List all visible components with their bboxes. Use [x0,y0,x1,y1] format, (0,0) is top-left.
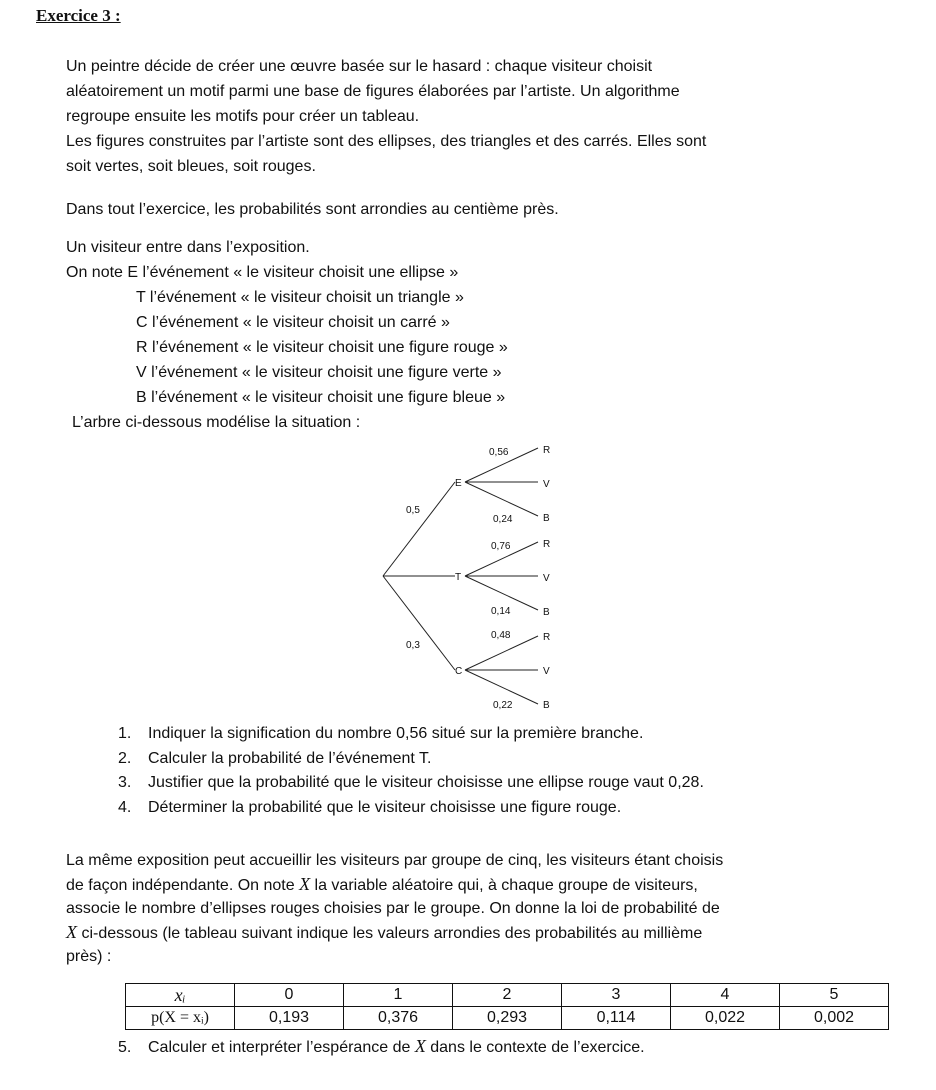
prob-cell: 0,022 [671,1007,780,1030]
branch-C-R [465,636,538,670]
variable-X: X [414,1036,426,1056]
header-xi: xᵢ [126,984,235,1007]
events-definitions [66,235,508,410]
prob-cell: 0,376 [344,1007,453,1030]
leaf-T-B: B [543,607,550,618]
para-line: La même exposition peut accueillir les visiteurs par groupe de cinq, les visiteurs étant choisis [66,852,724,869]
value-cell: 3 [562,984,671,1007]
question-number: 1. [118,725,132,742]
question-item [118,796,704,821]
prob-E: 0,5 [406,505,420,516]
table-row [126,1007,889,1030]
prob-cell: 0,193 [235,1007,344,1030]
branch-T-B [465,576,538,610]
event-line: B l’événement « le visiteur choisit une figure bleue » [136,389,506,406]
event-line: Un visiteur entre dans l’exposition. [66,239,310,256]
prob-C: 0,3 [406,640,420,651]
prob-C-B: 0,22 [493,700,513,711]
para-text: ci-dessous (le tableau suivant indique les valeurs arrondies des probabilités au millième [77,925,703,942]
para-line: associe le nombre d’ellipses rouges choisies par le groupe. On donne la loi de probabilité de [66,900,720,917]
table-row [126,984,889,1007]
prob-T-R: 0,76 [491,541,511,552]
leaf-E-R: R [543,445,551,456]
intro-line: regroupe ensuite les motifs pour créer un tableau. [66,108,420,125]
question-text: Justifier que la probabilité que le visiteur choisisse une ellipse rouge vaut 0,28. [148,774,704,791]
leaf-E-B: B [543,513,550,524]
event-line: On note E l’événement « le visiteur choisit une ellipse » [66,264,459,281]
prob-cell: 0,293 [453,1007,562,1030]
para-line [66,920,723,944]
node-T: T [455,572,462,583]
prob-T-B: 0,14 [491,606,511,617]
node-C: C [455,666,463,677]
branch-E-B [465,482,538,516]
header-prob: p(X = xᵢ) [126,1007,235,1030]
branch-root-E [383,482,455,576]
para-line [66,872,723,896]
intro-paragraph [66,54,706,179]
question-number: 4. [118,798,132,816]
question-text: Déterminer la probabilité que le visiteur choisisse une figure rouge. [148,798,622,816]
prob-cell: 0,114 [562,1007,671,1030]
question-item [118,722,704,747]
intro-line: soit vertes, soit bleues, soit rouges. [66,158,316,175]
leaf-C-B: B [543,700,550,711]
prob-E-B: 0,24 [493,514,513,525]
prob-E-R: 0,56 [489,447,509,458]
event-line: V l’événement « le visiteur choisit une figure verte » [136,364,502,381]
probability-law-table [125,983,889,1030]
node-E: E [455,478,462,489]
intro-line: Un peintre décide de créer une œuvre basée sur le hasard : chaque visiteur choisit [66,58,653,75]
tree-intro: L’arbre ci-dessous modélise la situation : [72,414,361,431]
question-number: 3. [118,774,132,791]
leaf-C-R: R [543,632,551,643]
question-text: Indiquer la signification du nombre 0,56 situé sur la première branche. [148,725,644,742]
question-number: 5. [118,1039,132,1056]
value-cell: 5 [780,984,889,1007]
questions-list [118,722,704,820]
value-cell: 0 [235,984,344,1007]
intro-line: Les figures construites par l’artiste sont des ellipses, des triangles et des carrés. Elles sont [66,133,707,150]
leaf-C-V: V [543,666,550,677]
probability-tree [375,438,575,720]
intro-line: aléatoirement un motif parmi une base de figures élaborées par l’artiste. Un algorithme [66,83,680,100]
variable-X: X [66,922,77,942]
variable-X: X [299,874,311,894]
value-cell: 4 [671,984,780,1007]
branch-root-C [383,576,455,670]
question-item [118,747,704,772]
leaf-E-V: V [543,479,550,490]
prob-C-R: 0,48 [491,630,511,641]
para-text: de façon indépendante. On note [66,877,300,894]
question-text: Calculer la probabilité de l’événement T. [148,749,432,767]
event-line: C l’événement « le visiteur choisit un carré » [136,314,450,331]
exercise-title: Exercice 3 : [36,6,121,25]
leaf-T-V: V [543,573,550,584]
value-cell: 1 [344,984,453,1007]
rounding-note: Dans tout l’exercice, les probabilités sont arrondies au centième près. [66,201,559,218]
question-number: 2. [118,749,132,767]
group-paragraph [66,848,723,968]
leaf-T-R: R [543,539,551,550]
question-text: dans le contexte de l’exercice. [425,1039,645,1056]
value-cell: 2 [453,984,562,1007]
question-5 [118,1036,645,1057]
branch-C-B [465,670,538,704]
question-text: Calculer et interpréter l’espérance de [148,1039,415,1056]
para-line: près) : [66,948,112,965]
prob-cell: 0,002 [780,1007,889,1030]
event-line: T l’événement « le visiteur choisit un triangle » [136,289,464,306]
para-text: la variable aléatoire qui, à chaque groupe de visiteurs, [310,877,698,894]
question-item [118,771,704,796]
event-line: R l’événement « le visiteur choisit une figure rouge » [136,339,508,356]
